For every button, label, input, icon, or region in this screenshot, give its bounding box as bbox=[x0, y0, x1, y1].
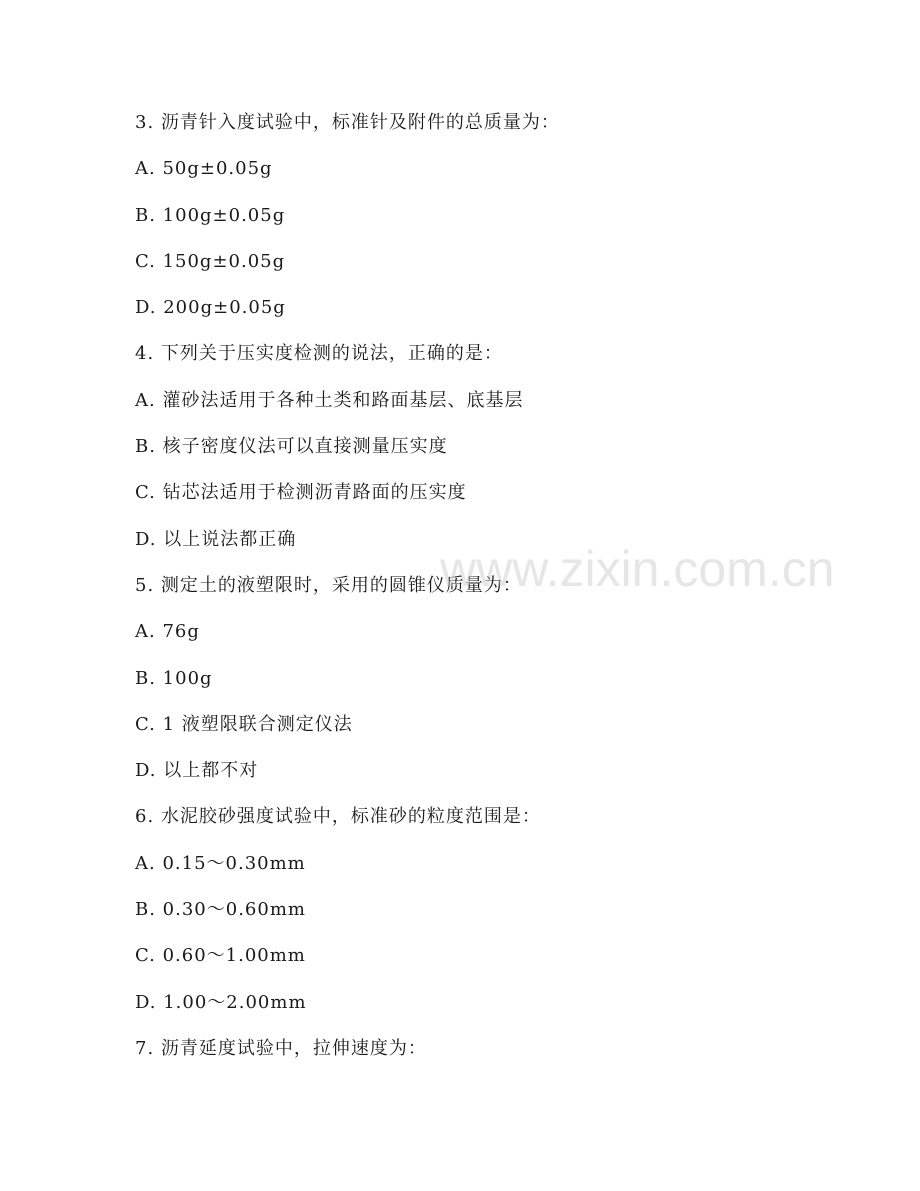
question-4-option-d: D. 以上说法都正确 bbox=[135, 528, 297, 550]
question-6-stem: 6. 水泥胶砂强度试验中，标准砂的粒度范围是： bbox=[135, 806, 541, 828]
question-4-stem: 4. 下列关于压实度检测的说法，正确的是： bbox=[135, 343, 503, 365]
question-6-option-c: C. 0.60～1.00mm bbox=[135, 945, 306, 967]
watermark: www.zixin.com.cn bbox=[440, 541, 835, 597]
question-5-option-d: D. 以上都不对 bbox=[135, 760, 259, 782]
question-3-stem: 3. 沥青针入度试验中，标准针及附件的总质量为： bbox=[135, 112, 560, 133]
question-4-option-c: C. 钻芯法适用于检测沥青路面的压实度 bbox=[135, 482, 467, 504]
question-list bbox=[135, 106, 835, 1078]
question-3-option-b: B. 100g±0.05g bbox=[135, 204, 286, 226]
question-3-option-a: A. 50g±0.05g bbox=[135, 158, 273, 180]
question-7-stem: 7. 沥青延度试验中，拉伸速度为： bbox=[135, 1037, 427, 1059]
question-3-option-d: D. 200g±0.05g bbox=[135, 297, 286, 319]
question-5-option-c: C. 1 液塑限联合测定仪法 bbox=[135, 713, 353, 735]
question-3-option-c: C. 150g±0.05g bbox=[135, 250, 286, 272]
question-5-stem: 5. 测定土的液塑限时，采用的圆锥仪质量为： bbox=[135, 574, 522, 596]
question-6-option-d: D. 1.00～2.00mm bbox=[135, 991, 307, 1013]
question-6-option-a: A. 0.15～0.30mm bbox=[135, 852, 306, 874]
question-4-option-b: B. 核子密度仪法可以直接测量压实度 bbox=[135, 436, 448, 458]
question-4-option-a: A. 灌砂法适用于各种土类和路面基层、底基层 bbox=[135, 389, 524, 411]
question-5-option-b: B. 100g bbox=[135, 667, 213, 689]
question-6-option-b: B. 0.30～0.60mm bbox=[135, 899, 306, 921]
question-5-option-a: A. 76g bbox=[135, 621, 200, 643]
